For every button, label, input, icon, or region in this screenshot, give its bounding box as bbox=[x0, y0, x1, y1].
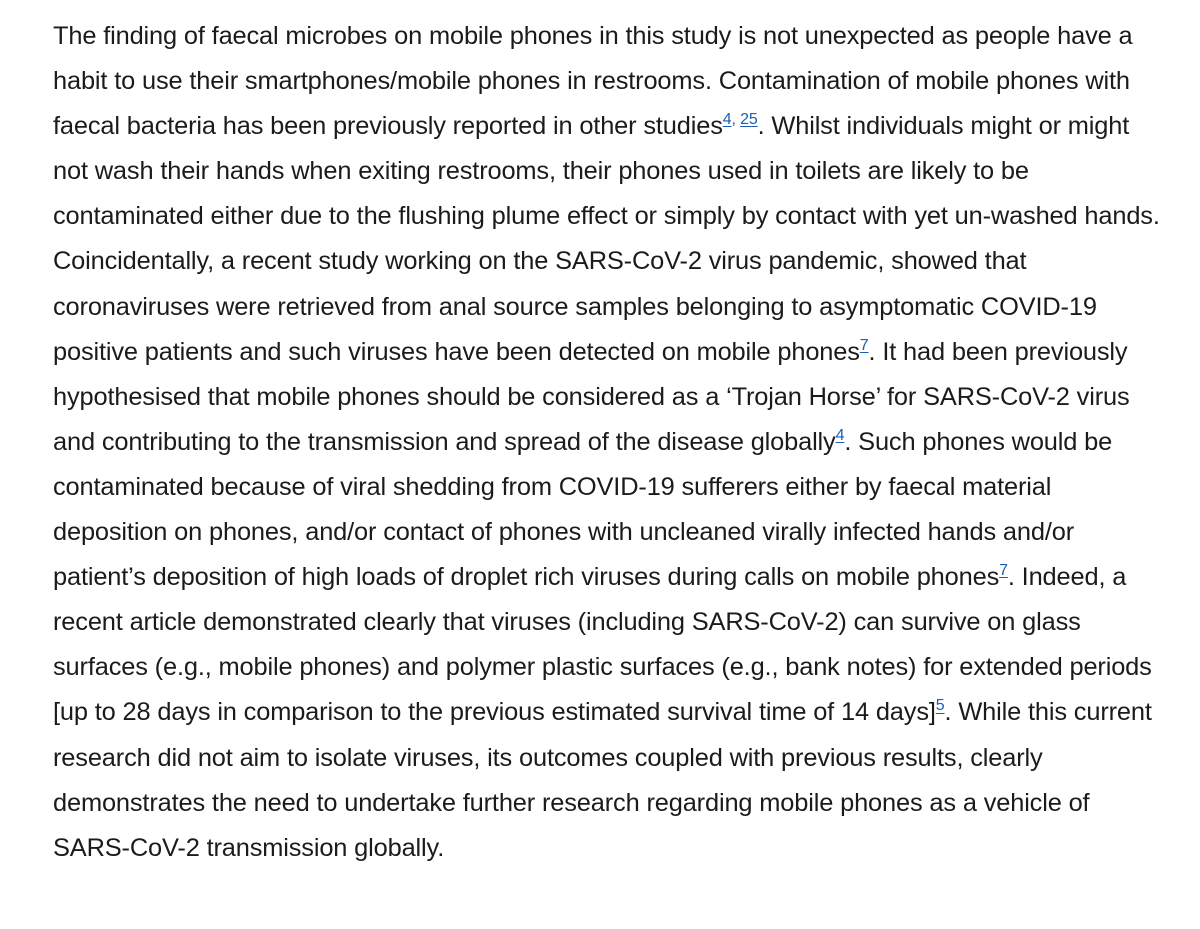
discussion-paragraph bbox=[53, 14, 1163, 871]
paragraph-text-2: . Whilst individuals might or might not wash their hands when exiting restrooms, their phones used in toilets are likely to be contaminated either due to the flushing plume effect or simply by contact with yet un-washed hands. Coincidentally, a recent study working on the SARS-CoV-2 virus pandemic, showed that coronaviruses were retrieved from anal source samples belonging to asymptomatic COVID-19 positive patients and such viruses have been detected on mobile phones bbox=[53, 112, 1160, 366]
citation-link-7-second[interactable]: 7 bbox=[999, 562, 1008, 580]
citation-group-4-25 bbox=[723, 111, 758, 128]
citation-group-5 bbox=[936, 698, 945, 715]
citation-separator: , bbox=[731, 111, 741, 129]
citation-link-5[interactable]: 5 bbox=[935, 697, 945, 715]
paragraph-text-6: . While this current research did not aim to isolate viruses, its outcomes coupled with previous results, clearly demonstrates the need to undertake further research regarding mobile phones as a vehicle of SARS-CoV-2 transmission globally. bbox=[53, 698, 1152, 862]
citation-group-7-second bbox=[999, 562, 1008, 579]
citation-link-25[interactable]: 25 bbox=[740, 111, 758, 129]
paragraph-text-4: . Such phones would be contaminated because of viral shedding from COVID-19 sufferers either by faecal material deposition on phones, and/or contact of phones with uncleaned virally infected hands and/or patient’s deposition of high loads of droplet rich viruses during calls on mobile phones bbox=[53, 427, 1113, 592]
paragraph-text-5: . Indeed, a recent article demonstrated clearly that viruses (including SARS-CoV-2) can survive on glass surfaces (e.g., mobile phones) and polymer plastic surfaces (e.g., bank notes) for extended periods [up to 28 days in comparison to the previous estimated survival time of 14 days] bbox=[53, 563, 1152, 727]
paragraph-text-1: The finding of faecal microbes on mobile phones in this study is not unexpected as people have a habit to use their smartphones/mobile phones in restrooms. Contamination of mobile phones with faecal bacteria has been previously reported in other studies bbox=[53, 22, 1133, 141]
paragraph-text-3: . It had been previously hypothesised that mobile phones should be considered as a ‘Trojan Horse’ for SARS-CoV-2 virus and contributing to the transmission and spread of the disease globally bbox=[53, 337, 1130, 456]
citation-group-7 bbox=[860, 337, 869, 354]
citation-link-7[interactable]: 7 bbox=[859, 336, 869, 354]
citation-link-4[interactable]: 4 bbox=[722, 111, 732, 129]
citation-link-4-second[interactable]: 4 bbox=[835, 426, 845, 444]
